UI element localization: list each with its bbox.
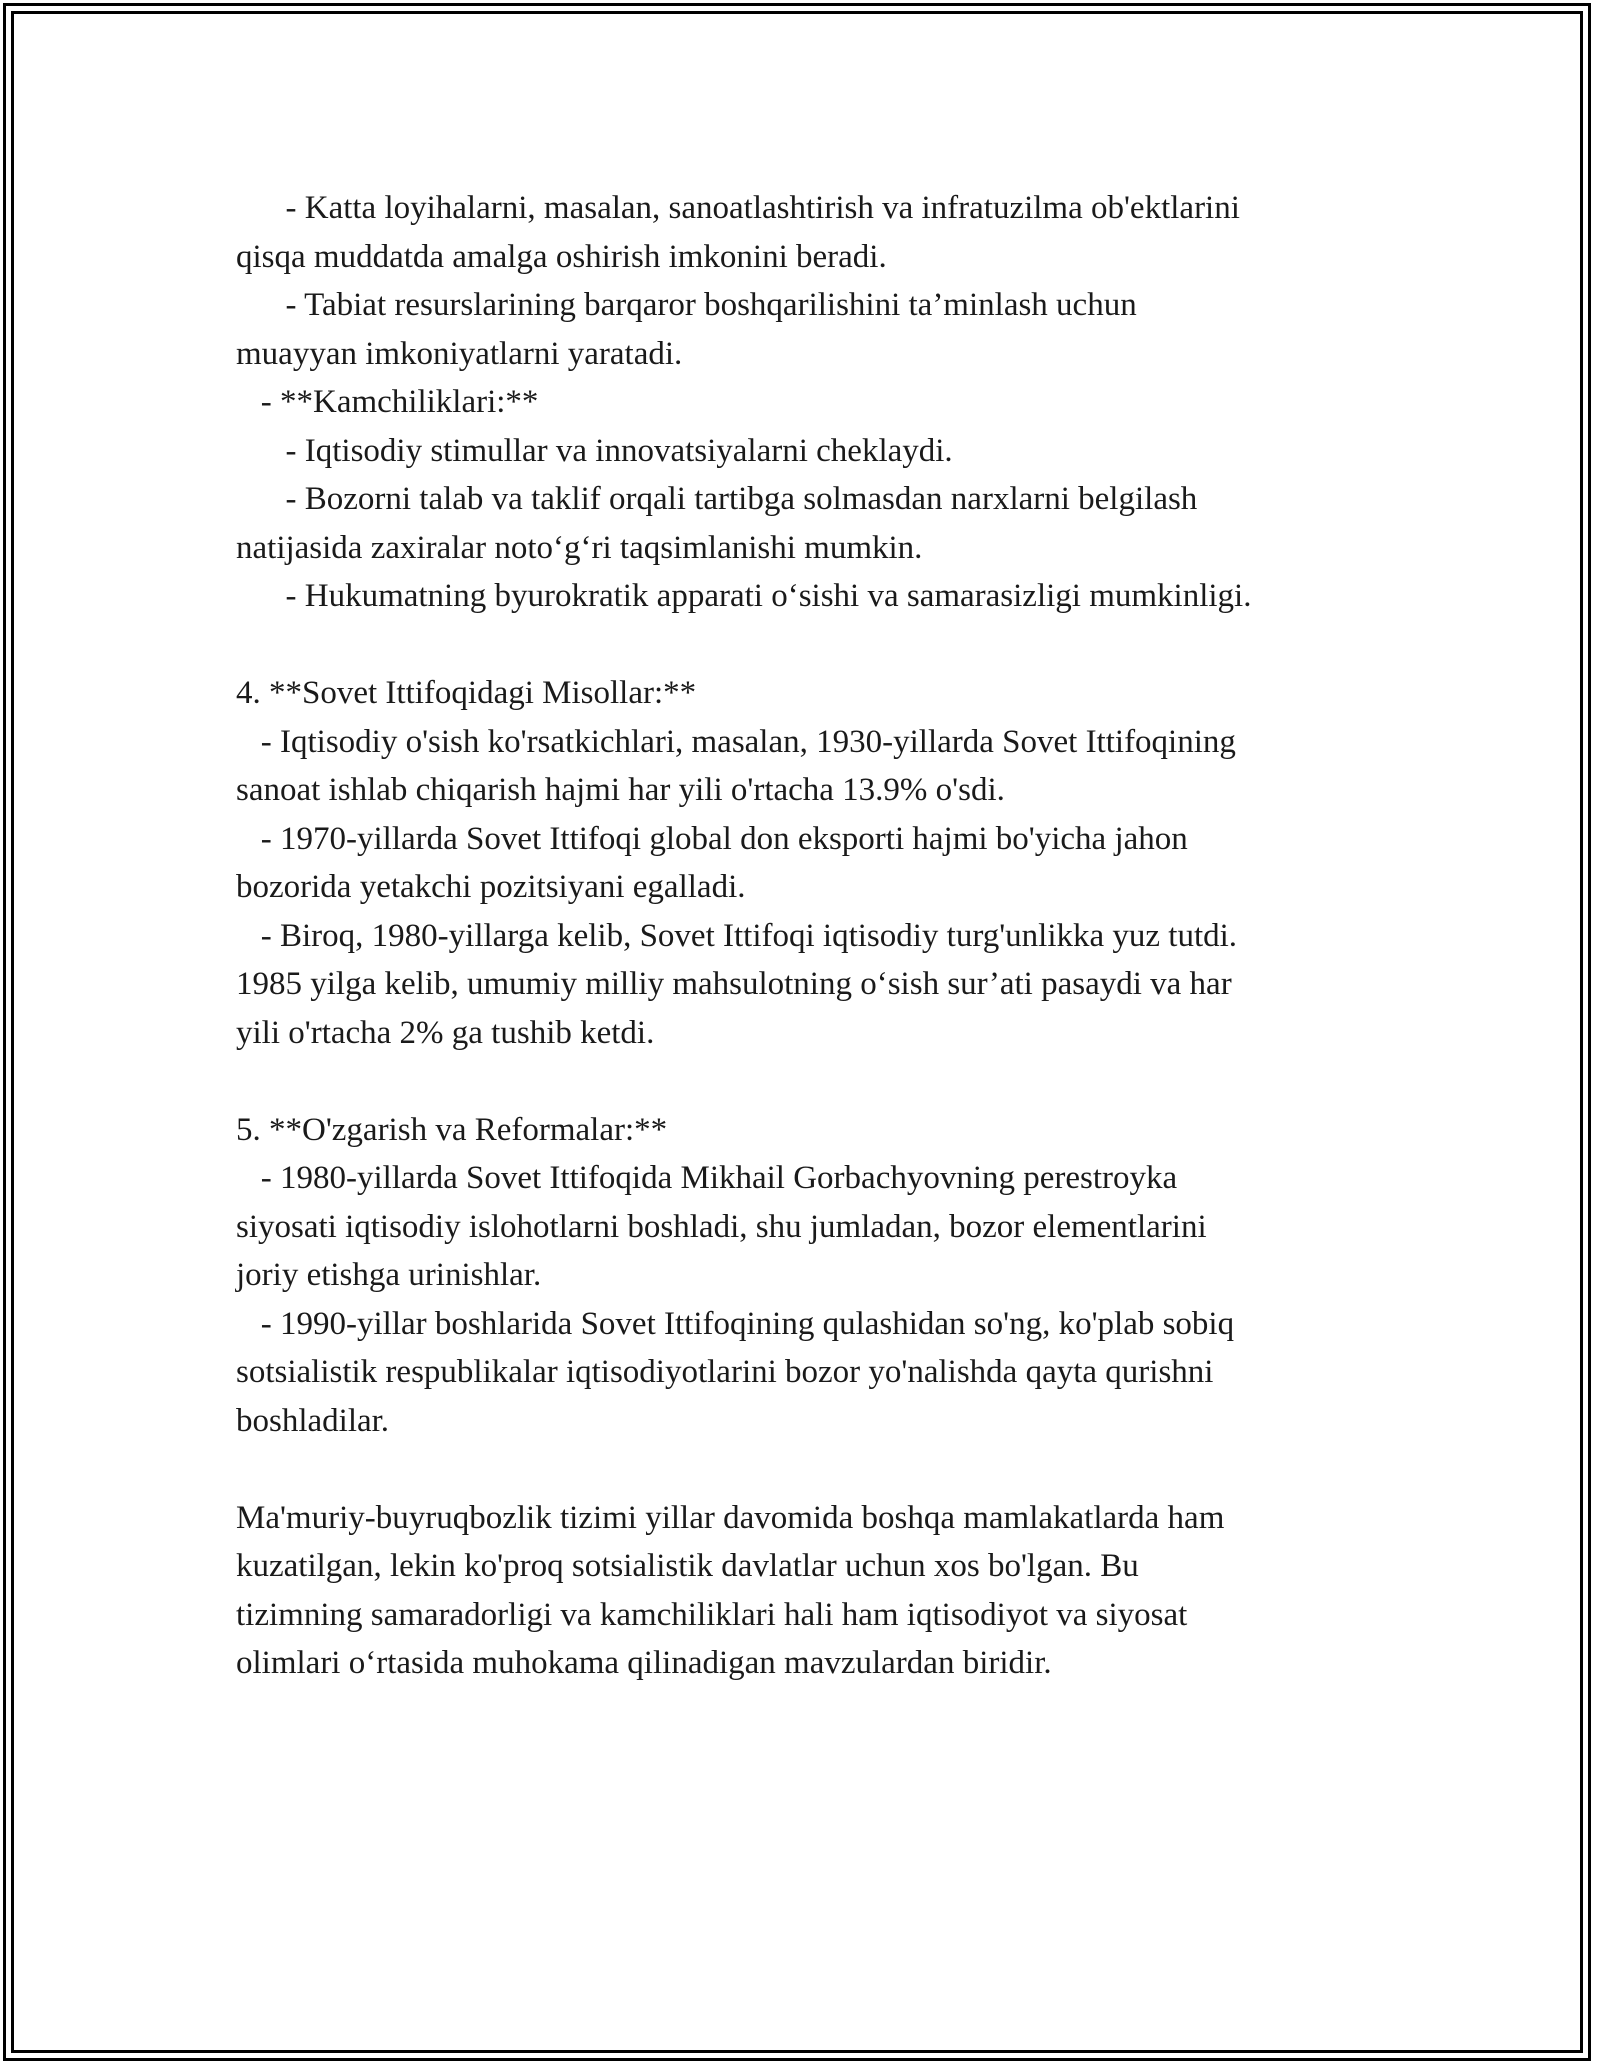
text-line: - **Kamchiliklari:**	[236, 384, 539, 420]
text-line: qisqa muddatda amalga oshirish imkonini beradi.	[236, 238, 887, 275]
text-line: - 1990-yillar boshlarida Sovet Ittifoqining qulashidan so'ng, ko'plab sobiq	[236, 1305, 1235, 1342]
text-line: - Biroq, 1980-yillarga kelib, Sovet Ittifoqi iqtisodiy turg'unlikka yuz tutdi.	[236, 917, 1238, 954]
text-line: - 1980-yillarda Sovet Ittifoqida Mikhail Gorbachyovning perestroyka	[236, 1160, 1178, 1196]
text-line: - Bozorni talab va taklif orqali tartibga solmasdan narxlarni belgilash	[236, 481, 1198, 517]
closing-paragraph-line: tizimning samaradorligi va kamchiliklari hali ham iqtisodiyot va siyosat	[236, 1596, 1188, 1633]
text-line: siyosati iqtisodiy islohotlarni boshladi, shu jumladan, bozor elementlarini	[236, 1208, 1207, 1245]
text-line: natijasida zaxiralar noto‘g‘ri taqsimlanishi mumkin.	[236, 529, 923, 566]
text-line: joriy etishga urinishlar.	[236, 1257, 542, 1293]
closing-paragraph-line: kuzatilgan, lekin ko'proq sotsialistik davlatlar uchun xos bo'lgan. Bu	[236, 1548, 1139, 1584]
text-line: bozorida yetakchi pozitsiyani egalladi.	[236, 869, 746, 905]
text-line: - 1970-yillarda Sovet Ittifoqi global don eksporti hajmi bo'yicha jahon	[236, 820, 1188, 857]
text-line: - Tabiat resurslarining barqaror boshqarilishini ta’minlash uchun	[236, 287, 1137, 323]
text-line: sotsialistik respublikalar iqtisodiyotlarini bozor yo'nalishda qayta qurishni	[236, 1354, 1214, 1390]
text-line: muayyan imkoniyatlarni yaratadi.	[236, 335, 683, 372]
text-line: - Iqtisodiy o'sish ko'rsatkichlari, masalan, 1930-yillarda Sovet Ittifoqining	[236, 723, 1236, 760]
section-heading: 4. **Sovet Ittifoqidagi Misollar:**	[236, 675, 697, 711]
section-heading: 5. **O'zgarish va Reformalar:**	[236, 1111, 668, 1148]
document-body	[236, 184, 1416, 1688]
blank-line	[236, 621, 1416, 670]
text-line: boshladilar.	[236, 1402, 390, 1439]
blank-line	[236, 1057, 1416, 1106]
blank-line	[236, 1445, 1416, 1494]
text-line: yili o'rtacha 2% ga tushib ketdi.	[236, 1014, 655, 1051]
closing-paragraph-line: olimlari o‘rtasida muhokama qilinadigan mavzulardan biridir.	[236, 1645, 1052, 1681]
text-line: - Katta loyihalarni, masalan, sanoatlashtirish va infratuzilma ob'ektlarini	[236, 190, 1240, 226]
text-line: 1985 yilga kelib, umumiy milliy mahsulotning o‘sish sur’ati pasaydi va har	[236, 966, 1232, 1002]
text-line: - Iqtisodiy stimullar va innovatsiyalarni cheklaydi.	[236, 432, 953, 469]
text-line: sanoat ishlab chiqarish hajmi har yili o'rtacha 13.9% o'sdi.	[236, 772, 1005, 808]
closing-paragraph-line: Ma'muriy-buyruqbozlik tizimi yillar davomida boshqa mamlakatlarda ham	[236, 1499, 1225, 1536]
text-line: - Hukumatning byurokratik apparati o‘sishi va samarasizligi mumkinligi.	[236, 578, 1252, 614]
